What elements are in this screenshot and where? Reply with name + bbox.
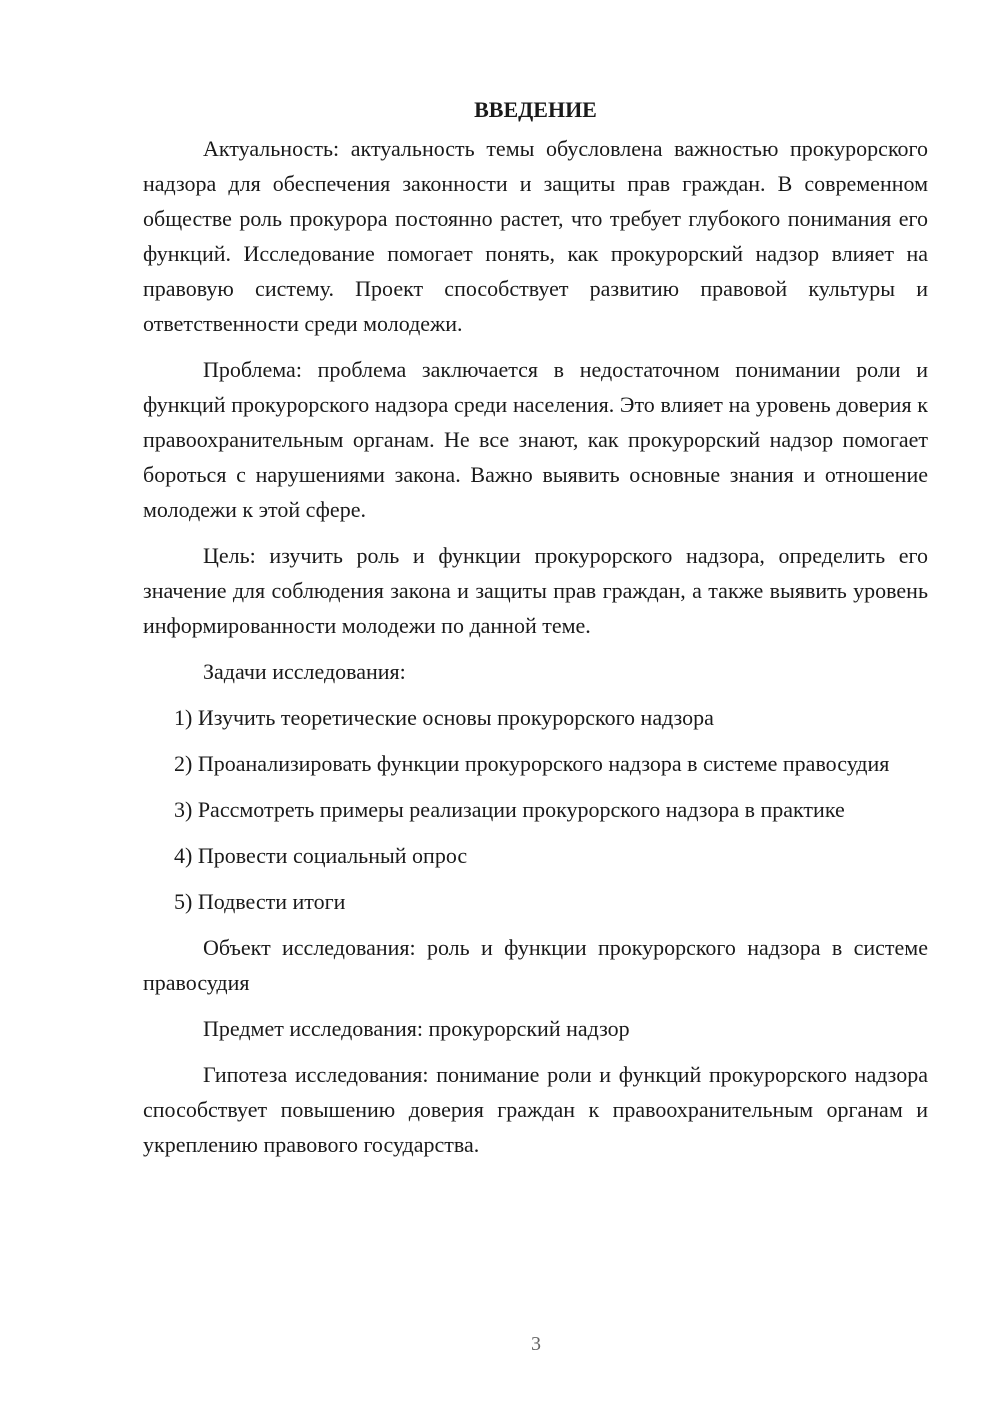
task-item-1: 1) Изучить теоретические основы прокурорского надзора bbox=[174, 705, 714, 730]
page-number: 3 bbox=[531, 1333, 541, 1355]
task-item-2: 2) Проанализировать функции прокурорского надзора в системе правосудия bbox=[174, 751, 890, 776]
document-page bbox=[143, 92, 928, 1173]
object-paragraph: Объект исследования: роль и функции прокурорского надзора в системе правосудия bbox=[143, 935, 928, 995]
tasks-heading: Задачи исследования: bbox=[203, 659, 406, 684]
task-item-5: 5) Подвести итоги bbox=[174, 889, 346, 914]
task-item-3: 3) Рассмотреть примеры реализации прокурорского надзора в практике bbox=[174, 797, 845, 822]
hypothesis-paragraph: Гипотеза исследования: понимание роли и функций прокурорского надзора способствует повышению доверия граждан к правоохранительным органам и укреплению правового государства. bbox=[143, 1062, 928, 1157]
task-item-4: 4) Провести социальный опрос bbox=[174, 843, 468, 868]
section-title: ВВЕДЕНИЕ bbox=[474, 97, 597, 122]
goal-paragraph: Цель: изучить роль и функции прокурорского надзора, определить его значение для соблюдения закона и защиты прав граждан, а также выявить уровень информированности молодежи по данной теме. bbox=[143, 543, 928, 638]
relevance-paragraph: Актуальность: актуальность темы обусловлена важностью прокурорского надзора для обеспечения законности и защиты прав граждан. В современном обществе роль прокурора постоянно растет, что требует глубокого понимания его функций. Исследование помогает понять, как прокурорский надзор влияет на правовую систему. Проект способствует развитию правовой культуры и ответственности среди молодежи. bbox=[143, 136, 928, 336]
subject-paragraph: Предмет исследования: прокурорский надзор bbox=[203, 1016, 630, 1041]
problem-paragraph: Проблема: проблема заключается в недостаточном понимании роли и функций прокурорского надзора среди населения. Это влияет на уровень доверия к правоохранительным органам. Не все знают, как прокурорский надзор помогает бороться с нарушениями закона. Важно выявить основные знания и отношение молодежи к этой сфере. bbox=[143, 357, 928, 522]
